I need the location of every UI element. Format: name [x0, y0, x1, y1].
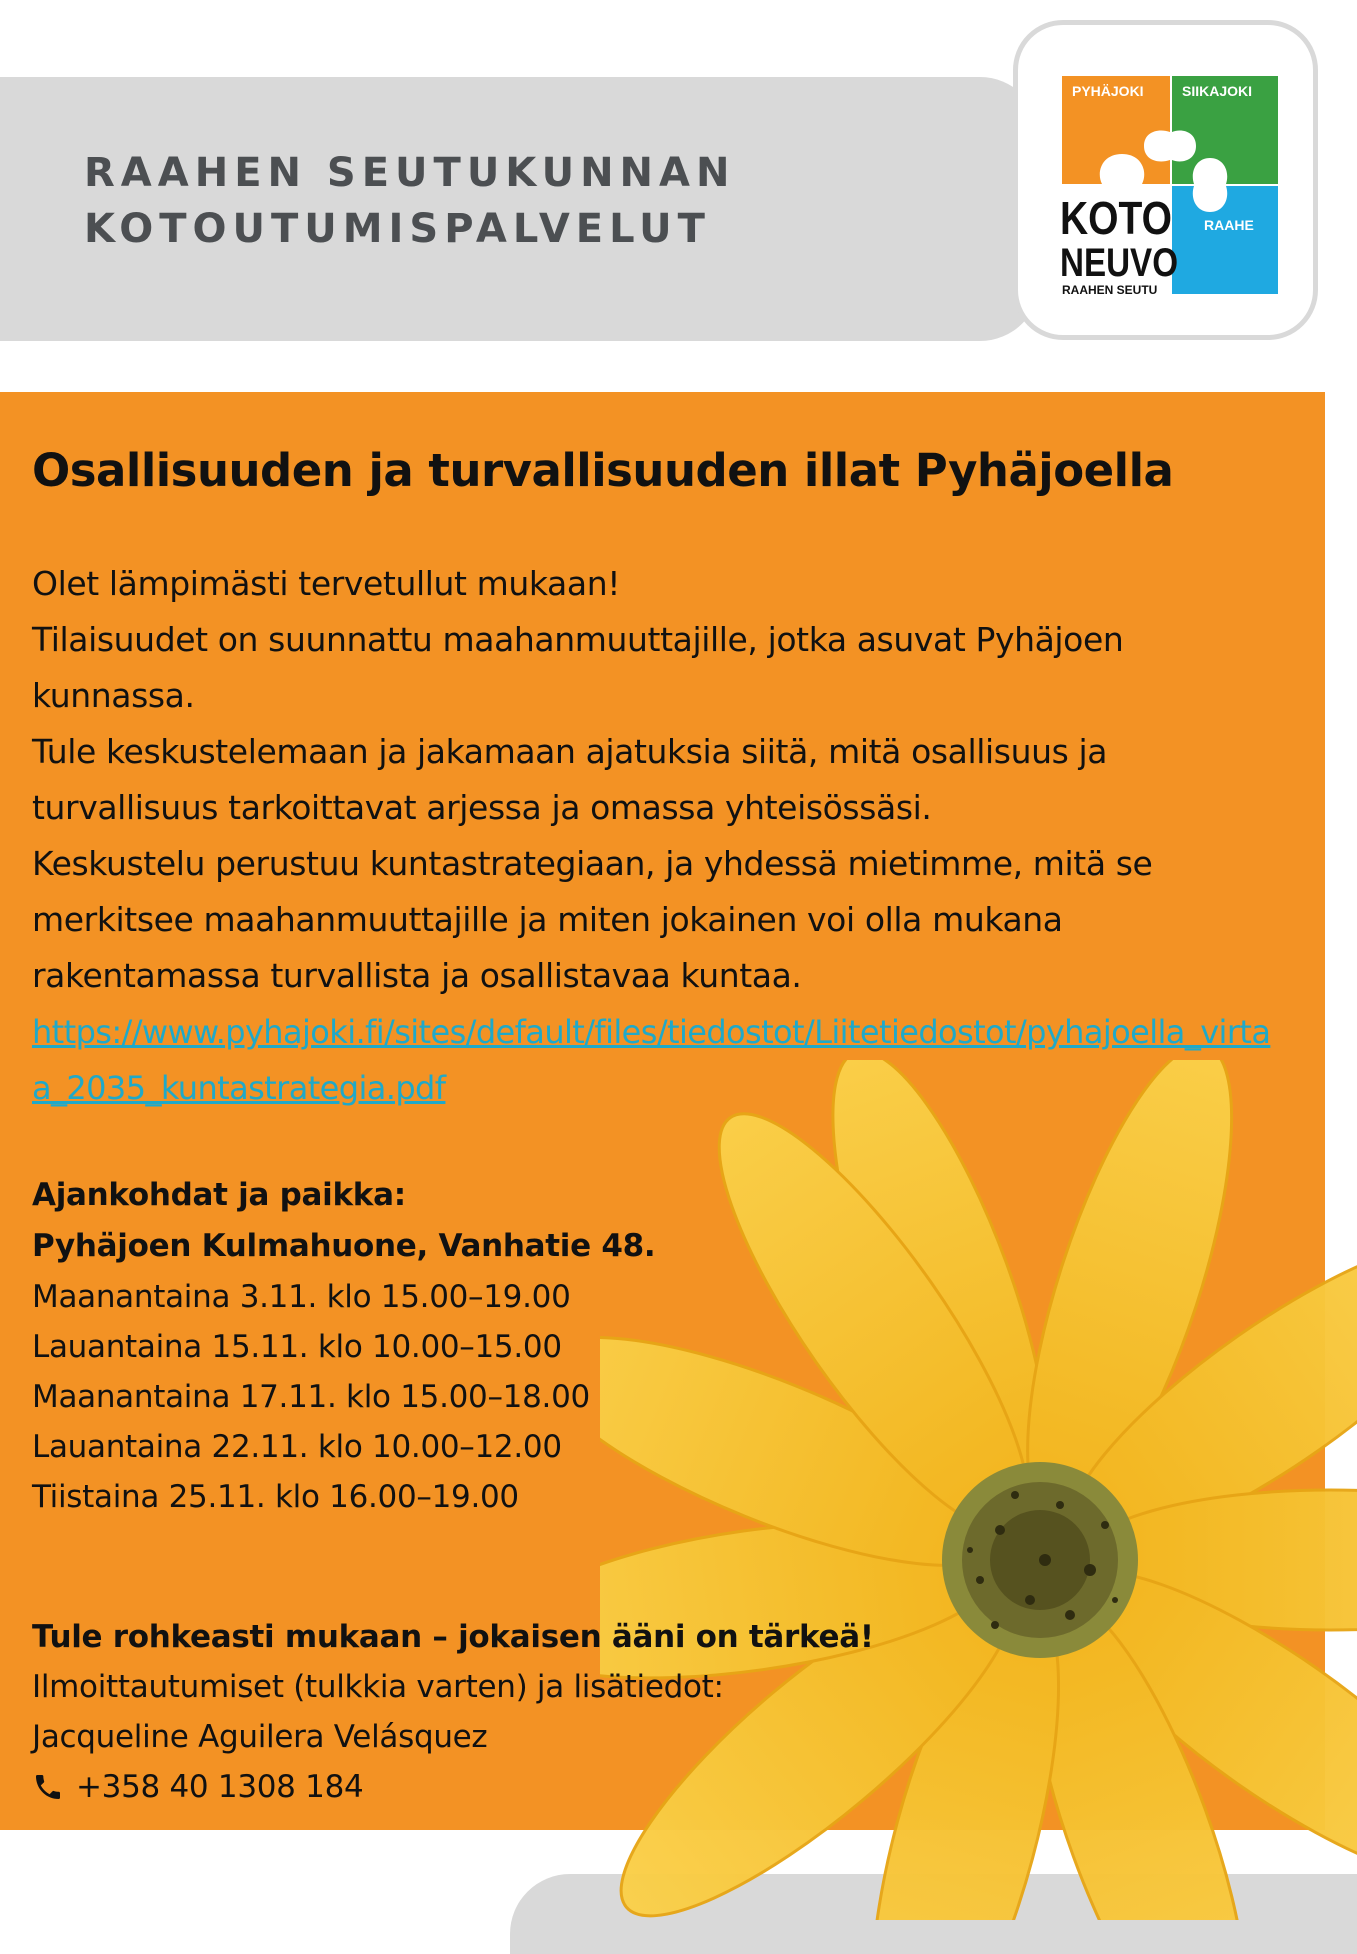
intro-text — [32, 556, 1302, 1116]
logo-text-koto: KOTO — [1060, 192, 1172, 244]
logo-text-neuvo: NEUVO — [1060, 241, 1178, 285]
schedule-heading: Ajankohdat ja paikka: — [32, 1177, 406, 1213]
intro-paragraph: Olet lämpimästi tervetullut mukaan! — [32, 564, 621, 603]
logo-text-raahe: RAAHE — [1204, 217, 1254, 233]
logo-puzzle-graphic — [1058, 72, 1282, 298]
page-title: Osallisuuden ja turvallisuuden illat Pyhäjoella — [32, 444, 1174, 497]
logo-text-seutu: RAAHEN SEUTU — [1062, 283, 1158, 297]
strategy-link[interactable]: https://www.pyhajoki.fi/sites/default/files/tiedostot/Liitetiedostot/pyhajoella_virtaa_2035_kuntastrategia.pdf — [32, 1013, 1271, 1107]
contact-section — [32, 1612, 874, 1812]
schedule-item: Lauantaina 22.11. klo 10.00–12.00 — [32, 1429, 562, 1465]
logo-text-siikajoki: SIIKAJOKI — [1182, 83, 1253, 99]
contact-phone-row — [32, 1762, 874, 1812]
intro-paragraph: Tule keskustelemaan ja jakamaan ajatuksia siitä, mitä osallisuus ja turvallisuus tarkoittavat arjessa ja omassa yhteisössäsi. — [32, 732, 1108, 827]
intro-paragraph: Tilaisuudet on suunnattu maahanmuuttajille, jotka asuvat Pyhäjoen kunnassa. — [32, 620, 1124, 715]
contact-info-label: Ilmoittautumiset (tulkkia varten) ja lisätiedot: — [32, 1669, 724, 1705]
header-title — [84, 145, 735, 257]
schedule-location: Pyhäjoen Kulmahuone, Vanhatie 48. — [32, 1228, 656, 1264]
phone-icon — [32, 1771, 64, 1803]
main-content — [32, 440, 1302, 1522]
schedule-item: Maanantaina 17.11. klo 15.00–18.00 — [32, 1379, 590, 1415]
logo-blue-piece — [1172, 186, 1278, 294]
schedule-item: Maanantaina 3.11. klo 15.00–19.00 — [32, 1279, 571, 1315]
contact-heading: Tule rohkeasti mukaan – jokaisen ääni on tärkeä! — [32, 1619, 874, 1655]
schedule-item: Lauantaina 15.11. klo 10.00–15.00 — [32, 1329, 562, 1365]
logo-text-pyhajoki: PYHÄJOKI — [1072, 83, 1144, 99]
contact-name: Jacqueline Aguilera Velásquez — [32, 1719, 488, 1755]
header-title-line1: RAAHEN SEUTUKUNNAN — [84, 150, 736, 196]
intro-paragraph: Keskustelu perustuu kuntastrategiaan, ja yhdessä mietimme, mitä se merkitsee maahanmuuttajille ja miten jokainen voi olla mukana rakentamassa turvallista ja osallistavaa kuntaa. — [32, 844, 1153, 995]
contact-phone[interactable]: +358 40 1308 184 — [76, 1769, 364, 1805]
schedule-item: Tiistaina 25.11. klo 16.00–19.00 — [32, 1479, 519, 1515]
schedule-section — [32, 1170, 1302, 1522]
koto-neuvo-logo — [1013, 20, 1318, 340]
header-title-line2: KOTOUTUMISPALVELUT — [84, 206, 711, 252]
